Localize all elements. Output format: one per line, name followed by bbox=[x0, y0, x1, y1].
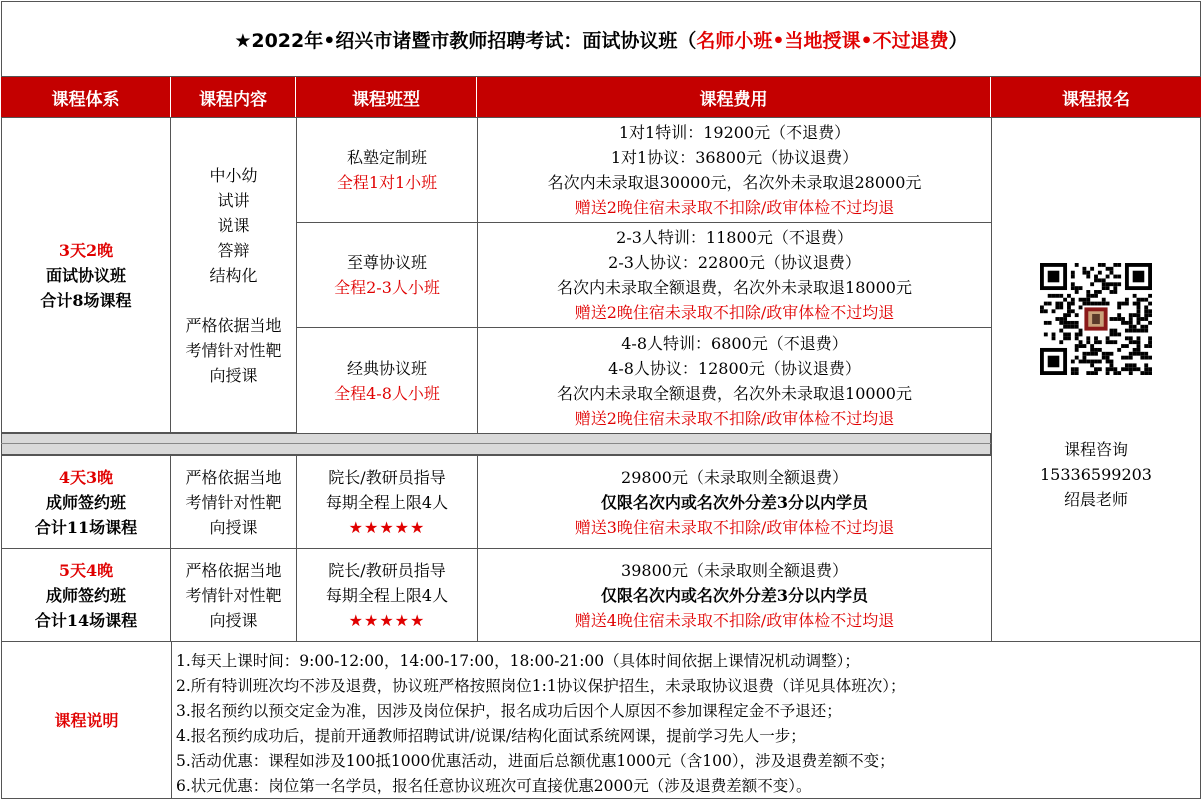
block2-name: 成师签约班 bbox=[45, 492, 126, 512]
block2-fee bbox=[477, 455, 992, 549]
content-line: 结构化 bbox=[209, 265, 258, 285]
notes-list bbox=[171, 641, 1201, 799]
class-type-sub: 全程2-3人小班 bbox=[334, 278, 440, 297]
section-divider bbox=[1, 433, 991, 455]
enroll-phone[interactable]: 15336599203 bbox=[1040, 465, 1152, 484]
fee-line: 4-8人特训：6800元（不退费） bbox=[621, 333, 848, 353]
class-type-line: 院长/教研员指导 bbox=[328, 467, 446, 487]
notes-item: 4.报名预约成功后，提前开通教师招聘试讲/说课/结构化面试系统网课，提前学习先人一步； bbox=[176, 727, 806, 745]
content-line: 考情针对性靶 bbox=[185, 340, 282, 360]
block3-fee bbox=[477, 548, 992, 642]
block3-total: 合计14场课程 bbox=[34, 610, 138, 630]
fee-gift: 赠送2晚住宿未录取不扣除/政审体检不过均退 bbox=[574, 198, 895, 217]
content-line: 试讲 bbox=[217, 190, 250, 210]
block3-system bbox=[1, 548, 171, 642]
class-type-name: 经典协议班 bbox=[346, 358, 427, 378]
notes-item: 3.报名预约以预交定金为准，因涉及岗位保护，报名成功后因个人原因不参加课程定金不予退还； bbox=[176, 702, 842, 720]
divider-line bbox=[1, 443, 991, 444]
qr-code-icon[interactable] bbox=[1040, 263, 1152, 375]
class-type-line: 每期全程上限4人 bbox=[325, 492, 449, 512]
class-type-supreme bbox=[296, 222, 478, 328]
enroll-consult: 课程咨询 bbox=[1063, 440, 1128, 459]
star-rating-icon: ★★★★★ bbox=[348, 517, 426, 537]
content-line: 严格依据当地 bbox=[185, 315, 282, 335]
fee-limit: 仅限名次内或名次外分差3分以内学员 bbox=[600, 492, 869, 512]
block3-name: 成师签约班 bbox=[45, 585, 126, 605]
block3-content bbox=[170, 548, 297, 642]
fee-line: 4-8人协议：12800元（协议退费） bbox=[608, 358, 861, 378]
enroll-teacher: 绍晨老师 bbox=[1063, 490, 1128, 509]
fee-gift: 赠送2晚住宿未录取不扣除/政审体检不过均退 bbox=[574, 408, 895, 428]
block2-system bbox=[1, 455, 171, 549]
title-highlight: 名师小班•当地授课•不过退费 bbox=[696, 29, 949, 52]
content-line: 答辩 bbox=[217, 240, 250, 260]
notes-item: 6.状元优惠：岗位第一名学员，报名任意协议班次可直接优惠2000元（涉及退费差额不变）。 bbox=[176, 777, 812, 795]
fee-limit: 仅限名次内或名次外分差3分以内学员 bbox=[600, 585, 869, 605]
class-type-name: 至尊协议班 bbox=[346, 253, 427, 272]
fee-line: 1对1协议：36800元（协议退费） bbox=[610, 148, 859, 167]
header-enroll: 课程报名 bbox=[991, 77, 1201, 117]
fee-line: 39800元（未录取则全额退费） bbox=[621, 560, 848, 580]
block3-days: 5天4晚 bbox=[58, 560, 114, 580]
fee-gift: 赠送3晚住宿未录取不扣除/政审体检不过均退 bbox=[574, 517, 895, 537]
header-course-system: 课程体系 bbox=[1, 77, 171, 117]
content-line: 严格依据当地 bbox=[185, 560, 282, 580]
block1-system bbox=[1, 117, 171, 433]
class-type-line: 每期全程上限4人 bbox=[325, 585, 449, 605]
block3-class-type bbox=[296, 548, 478, 642]
class-type-line: 院长/教研员指导 bbox=[328, 560, 446, 580]
fee-line: 名次内未录取退30000元，名次外未录取退28000元 bbox=[547, 173, 922, 192]
fee-classic bbox=[477, 327, 992, 434]
content-line: 向授课 bbox=[209, 517, 258, 537]
content-line: 严格依据当地 bbox=[185, 467, 282, 487]
block2-total: 合计11场课程 bbox=[34, 517, 138, 537]
content-line: 说课 bbox=[217, 215, 250, 235]
enroll-column bbox=[991, 117, 1201, 642]
block1-content bbox=[170, 117, 297, 433]
fee-supreme bbox=[477, 222, 992, 328]
content-line: 向授课 bbox=[209, 365, 258, 385]
block2-content bbox=[170, 455, 297, 549]
block1-total: 合计8场课程 bbox=[40, 290, 132, 310]
star-rating-icon: ★★★★★ bbox=[348, 610, 426, 630]
fee-line: 名次内未录取全额退费，名次外未录取退18000元 bbox=[557, 278, 912, 297]
fee-private bbox=[477, 117, 992, 223]
block2-days: 4天3晚 bbox=[58, 467, 114, 487]
notes-item: 1.每天上课时间：9:00-12:00，14:00-17:00，18:00-21:00（具体时间依据上课情况机动调整）； bbox=[176, 652, 860, 670]
block1-name: 面试协议班 bbox=[45, 265, 126, 285]
class-type-name: 私塾定制班 bbox=[346, 148, 427, 167]
content-line: 考情针对性靶 bbox=[185, 585, 282, 605]
title-main: ★2022年•绍兴市诸暨市教师招聘考试：面试协议班（ bbox=[234, 29, 697, 52]
class-type-classic bbox=[296, 327, 478, 434]
fee-line: 29800元（未录取则全额退费） bbox=[621, 467, 848, 487]
content-line: 考情针对性靶 bbox=[185, 492, 282, 512]
notes-item: 2.所有特训班次均不涉及退费，协议班严格按照岗位1:1协议保护招生，未录取协议退费（详见具体班次）； bbox=[176, 677, 906, 695]
page-title bbox=[1, 1, 1201, 77]
class-type-sub: 全程1对1小班 bbox=[336, 173, 438, 192]
block2-class-type bbox=[296, 455, 478, 549]
fee-gift: 赠送2晚住宿未录取不扣除/政审体检不过均退 bbox=[574, 303, 895, 322]
content-line: 向授课 bbox=[209, 610, 258, 630]
title-end: ） bbox=[948, 29, 968, 52]
class-type-private bbox=[296, 117, 478, 223]
notes-label: 课程说明 bbox=[54, 710, 119, 730]
header-course-fee: 课程费用 bbox=[477, 77, 991, 117]
fee-line: 2-3人协议：22800元（协议退费） bbox=[608, 253, 861, 272]
block1-days: 3天2晚 bbox=[58, 240, 114, 260]
notes-item: 5.活动优惠：课程如涉及100抵1000优惠活动，进面后总额优惠1000元（含100），涉及退费差额不变； bbox=[176, 752, 895, 770]
fee-line: 1对1特训：19200元（不退费） bbox=[618, 123, 851, 142]
content-line: 中小幼 bbox=[209, 165, 258, 185]
notes-label-cell bbox=[1, 641, 172, 799]
class-type-sub: 全程4-8人小班 bbox=[334, 383, 440, 403]
fee-gift: 赠送4晚住宿未录取不扣除/政审体检不过均退 bbox=[574, 610, 895, 630]
fee-line: 2-3人特训：11800元（不退费） bbox=[616, 228, 853, 247]
header-course-content: 课程内容 bbox=[171, 77, 296, 117]
header-class-type: 课程班型 bbox=[296, 77, 477, 117]
fee-line: 名次内未录取全额退费，名次外未录取退10000元 bbox=[557, 383, 912, 403]
